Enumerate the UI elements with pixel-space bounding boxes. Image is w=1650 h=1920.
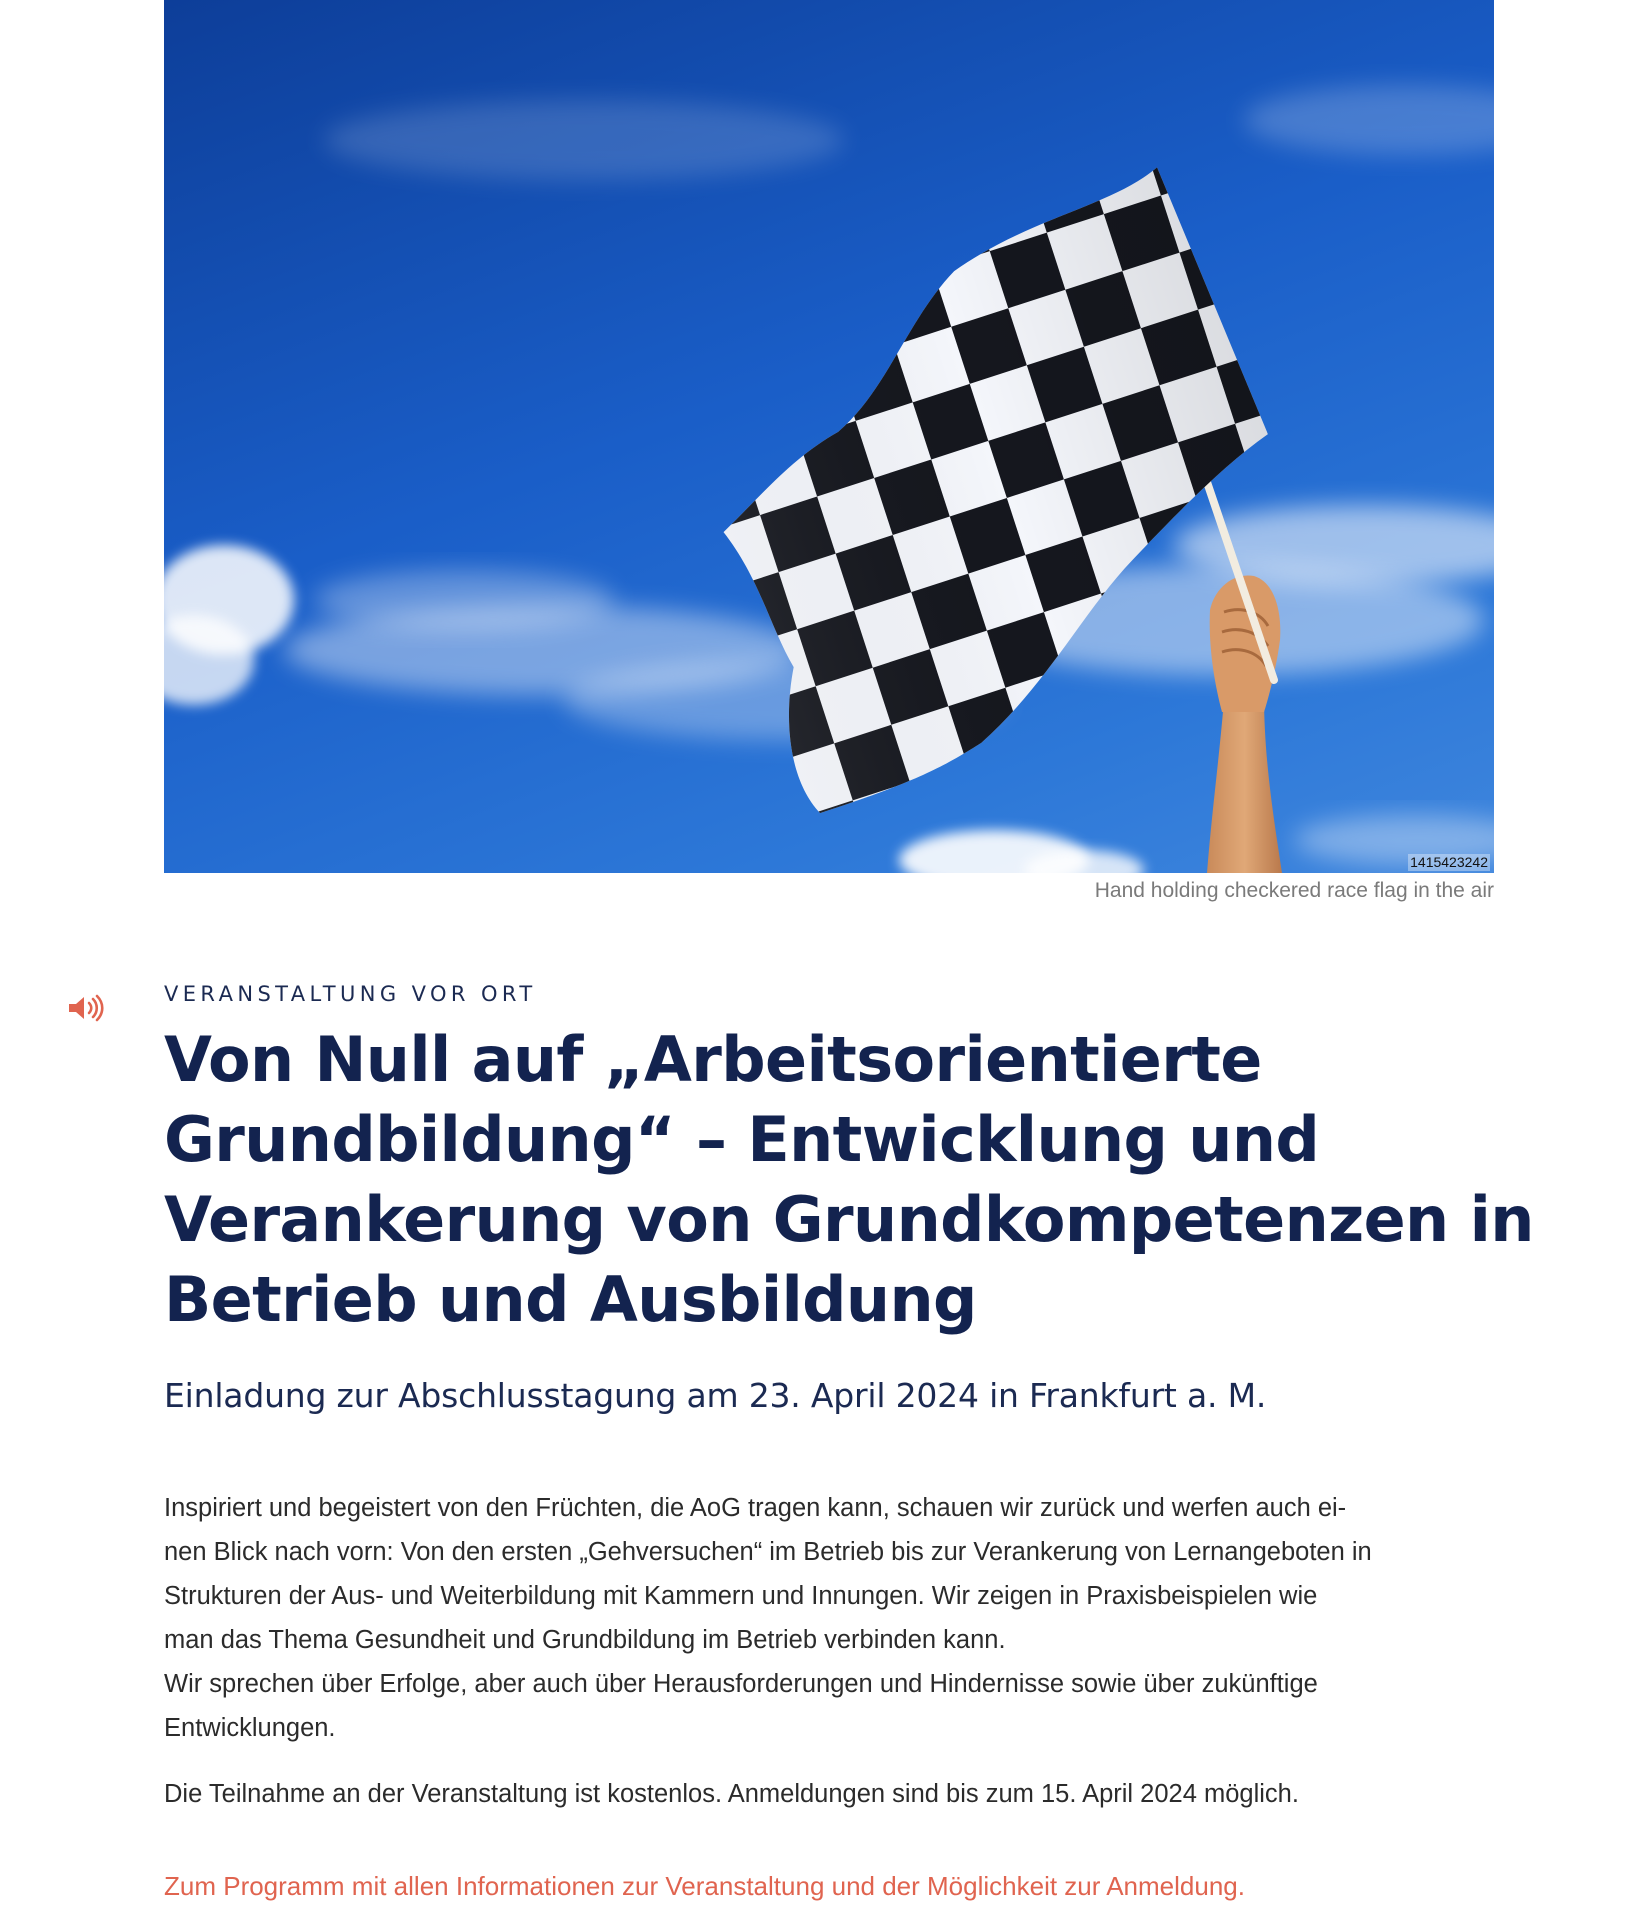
- paragraph-line: man das Thema Gesundheit und Grundbildung im Betrieb verbinden kann.: [164, 1626, 1006, 1654]
- title-line: Verankerung von Grundkompetenzen in: [164, 1183, 1534, 1256]
- paragraph-line: Wir sprechen über Erfolge, aber auch über Herausforderungen und Hindernisse sowie über zukünftige: [164, 1670, 1318, 1698]
- paragraph-line: Entwicklungen.: [164, 1714, 336, 1742]
- checkered-flag-photo: [164, 0, 1494, 873]
- title-line: Von Null auf „Arbeitsorientierte: [164, 1023, 1262, 1096]
- paragraph-line: Strukturen der Aus- und Weiterbildung mit Kammern und Innungen. Wir zeigen in Praxisbeispielen wie: [164, 1582, 1318, 1610]
- intro-paragraph: [164, 1486, 1504, 1750]
- title-line: Grundbildung“ – Entwicklung und: [164, 1103, 1320, 1176]
- article-body: [164, 1486, 1504, 1816]
- image-caption: Hand holding checkered race flag in the air: [1094, 879, 1494, 902]
- event-category-label: VERANSTALTUNG VOR ORT: [164, 982, 537, 1006]
- image-id-label: 1415423242: [1410, 854, 1488, 870]
- speaker-icon[interactable]: [66, 993, 106, 1023]
- page-subtitle: Einladung zur Abschlusstagung am 23. April 2024 in Frankfurt a. M.: [164, 1376, 1267, 1415]
- paragraph-line: nen Blick nach vorn: Von den ersten „Gehversuchen“ im Betrieb bis zur Verankerung von Lernangeboten in: [164, 1538, 1372, 1566]
- paragraph-line: Inspiriert und begeistert von den Früchten, die AoG tragen kann, schauen wir zurück und werfen auch ei-: [164, 1494, 1347, 1522]
- hero-image: [164, 0, 1494, 873]
- page-title: [164, 1020, 1544, 1340]
- registration-paragraph: Die Teilnahme an der Veranstaltung ist kostenlos. Anmeldungen sind bis zum 15. April 2024 möglich.: [164, 1780, 1299, 1808]
- program-link[interactable]: Zum Programm mit allen Informationen zur Veranstaltung und der Möglichkeit zur Anmeldung.: [164, 1871, 1245, 1901]
- title-line: Betrieb und Ausbildung: [164, 1263, 977, 1336]
